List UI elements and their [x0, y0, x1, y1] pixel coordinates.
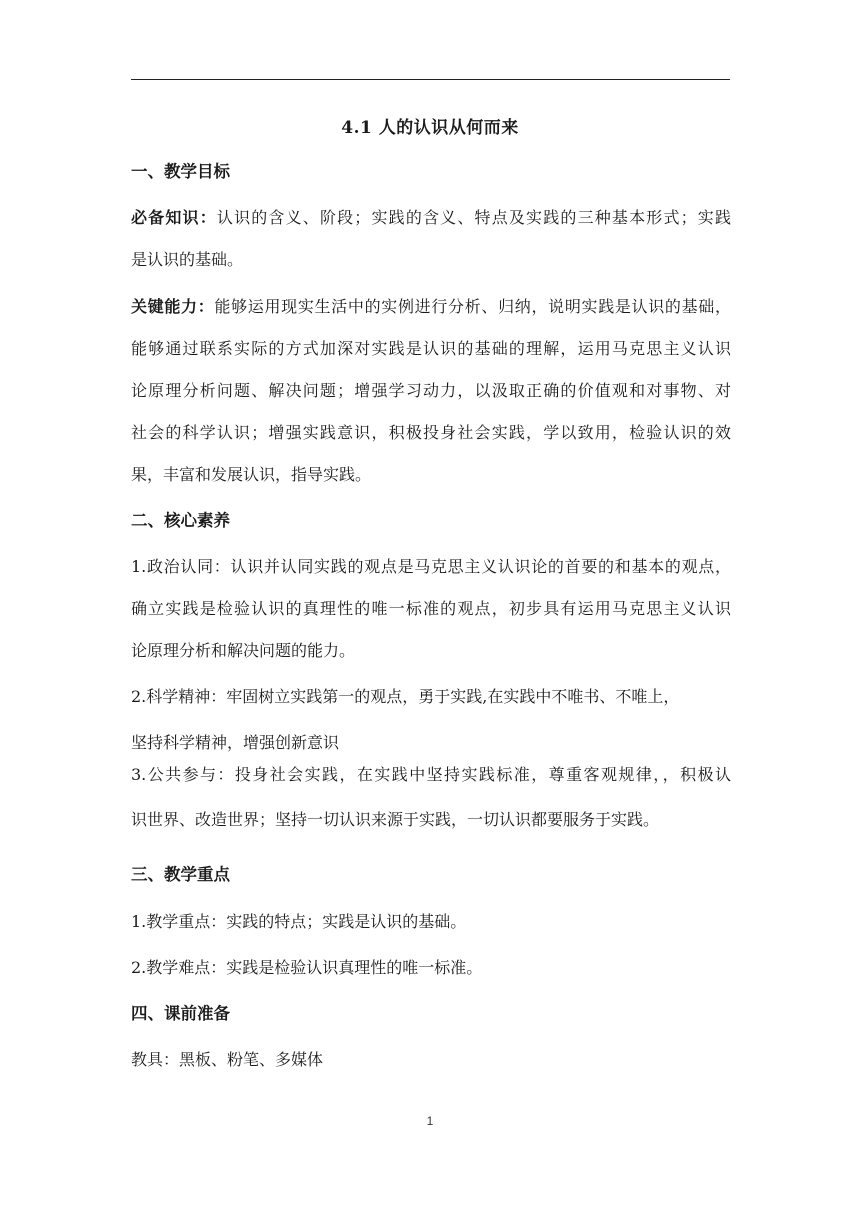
header-rule	[131, 79, 730, 80]
section-heading-preparation: 四、课前准备	[131, 1004, 230, 1023]
section-heading-literacy: 二、核心素养	[131, 511, 230, 530]
document-title: 4.1 人的认识从何而来	[341, 118, 519, 138]
ability-label: 关键能力：	[131, 297, 215, 316]
ability-paragraph-line-3: 论原理分析问题、解决问题；增强学习动力，以汲取正确的价值观和对事物、对	[131, 381, 731, 400]
knowledge-text-1: 认识的含义、阶段；实践的含义、特点及实践的三种基本形式；实践	[216, 208, 731, 227]
knowledge-label: 必备知识：	[131, 208, 217, 227]
literacy-item-3-line-2: 识世界、改造世界；坚持一切认识来源于实践，一切认识都要服务于实践。	[131, 810, 660, 829]
ability-paragraph-line-4: 社会的科学认识；增强实践意识，积极投身社会实践，学以致用，检验认识的效	[131, 423, 731, 442]
preparation-tools: 教具：黑板、粉笔、多媒体	[131, 1050, 324, 1069]
section-heading-objectives: 一、教学目标	[131, 162, 230, 181]
page-number: 1	[426, 1114, 434, 1128]
ability-text-1: 能够运用现实生活中的实例进行分析、归纳，说明实践是认识的基础，	[214, 297, 731, 316]
literacy-item-2-line-1: 2.科学精神：牢固树立实践第一的观点，勇于实践,在实践中不唯书、不唯上，	[131, 687, 680, 706]
key-point-item-2: 2.教学难点：实践是检验认识真理性的唯一标准。	[131, 958, 483, 977]
literacy-item-1-line-1: 1.政治认同：认识并认同实践的观点是马克思主义认识论的首要的和基本的观点，	[131, 557, 731, 576]
literacy-item-2-line-2: 坚持科学精神，增强创新意识	[131, 733, 340, 752]
knowledge-paragraph-line-1	[131, 208, 731, 228]
knowledge-paragraph-line-2: 是认识的基础。	[131, 250, 244, 269]
literacy-item-1-line-2: 确立实践是检验认识的真理性的唯一标准的观点，初步具有运用马克思主义认识	[131, 599, 731, 618]
ability-paragraph-line-1	[131, 297, 731, 317]
section-heading-key-points: 三、教学重点	[131, 865, 230, 884]
key-point-item-1: 1.教学重点：实践的特点；实践是认识的基础。	[131, 912, 467, 931]
ability-paragraph-line-5: 果，丰富和发展认识，指导实践。	[131, 465, 372, 484]
ability-paragraph-line-2: 能够通过联系实际的方式加深对实践是认识的基础的理解，运用马克思主义认识	[131, 339, 731, 358]
literacy-item-1-line-3: 论原理分析和解决问题的能力。	[131, 641, 356, 660]
literacy-item-3-line-1: 3.公共参与：投身社会实践，在实践中坚持实践标准，尊重客观规律，，积极认	[131, 765, 731, 784]
